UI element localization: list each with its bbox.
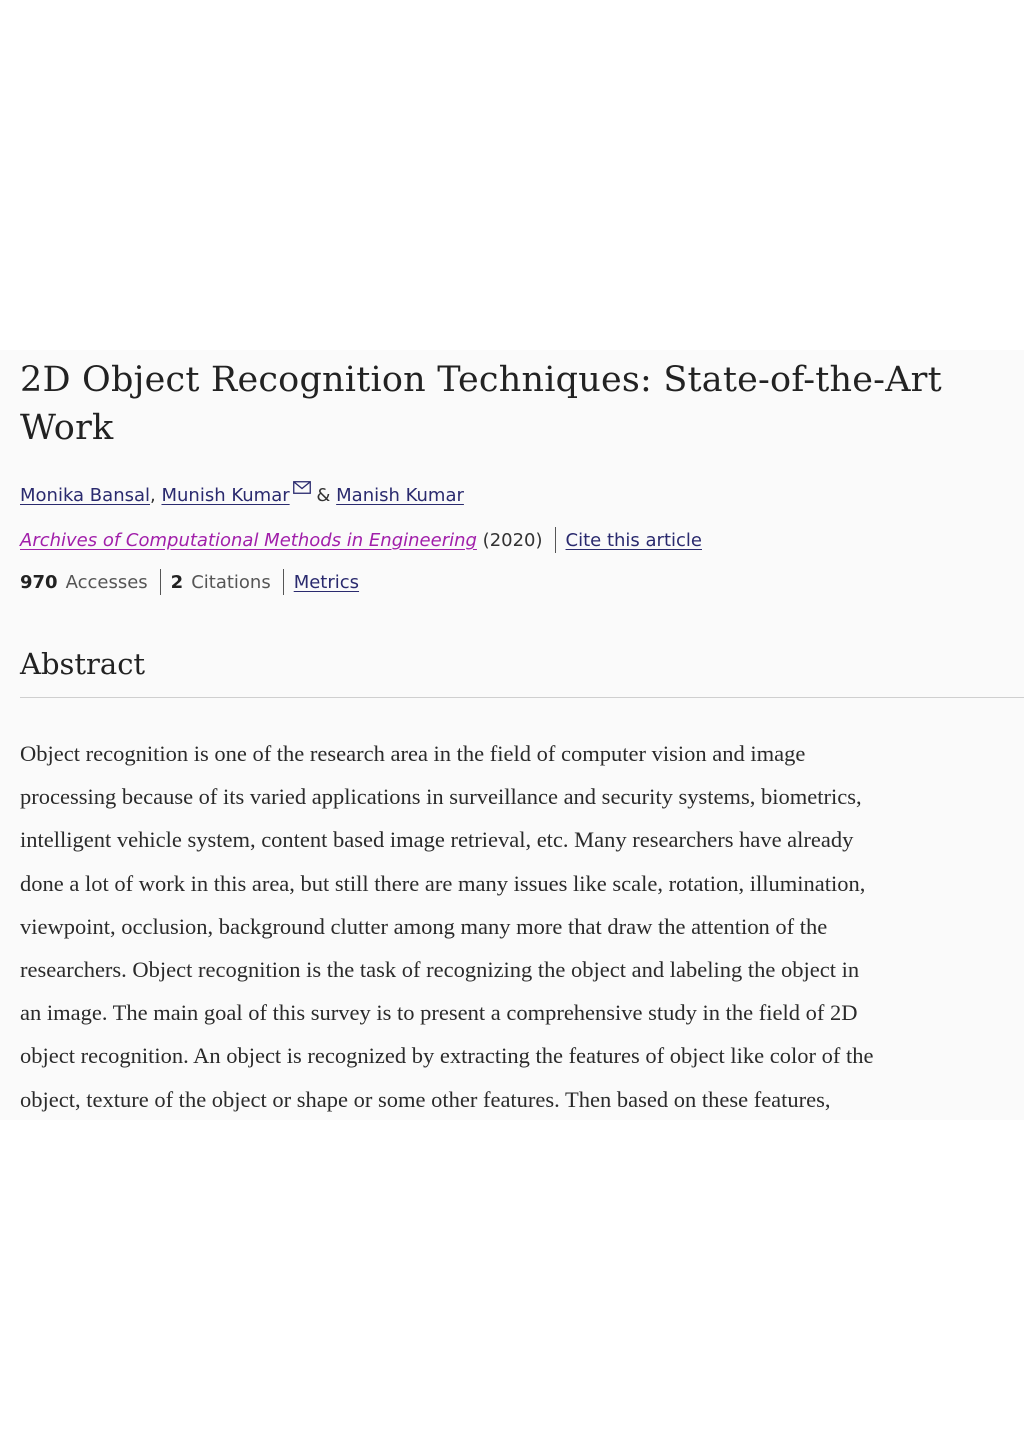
accesses-label: Accesses: [65, 572, 148, 593]
author-link-manish-kumar[interactable]: Manish Kumar: [336, 485, 464, 506]
abstract-line: viewpoint, occlusion, background clutter among many more that draw the attention of the: [20, 913, 828, 939]
abstract-line: researchers. Object recognition is the task of recognizing the object and labeling the object in: [20, 957, 860, 983]
abstract-line: processing because of its varied applications in surveillance and security systems, biometrics,: [20, 784, 862, 810]
citations-label: Citations: [191, 572, 271, 593]
publication-info: [20, 527, 702, 554]
journal-link[interactable]: Archives of Computational Methods in Engineering: [20, 530, 477, 551]
abstract-line: an image. The main goal of this survey is to present a comprehensive study in the field of 2D: [20, 1000, 858, 1026]
publication-year: (2020): [482, 530, 543, 551]
abstract-line: done a lot of work in this area, but still there are many issues like scale, rotation, illumination,: [20, 870, 866, 896]
section-divider: [20, 697, 1024, 698]
abstract-line: object recognition. An object is recognized by extracting the features of object like color of the: [20, 1043, 874, 1069]
cite-article-link[interactable]: Cite this article: [565, 530, 702, 551]
abstract-line: intelligent vehicle system, content based image retrieval, etc. Many researchers have already: [20, 827, 854, 853]
citations-count: 2: [170, 572, 184, 593]
separator: [160, 569, 161, 595]
article-title: 2D Object Recognition Techniques: State-of-the-Art Work: [20, 360, 942, 448]
abstract-line: object, texture of the object or shape or some other features. Then based on these features,: [20, 1086, 831, 1112]
separator: [555, 527, 556, 553]
metrics-link[interactable]: Metrics: [293, 572, 360, 593]
separator: [283, 569, 284, 595]
abstract-text: [20, 732, 1015, 1121]
author-list: [20, 476, 464, 509]
author-link-munish-kumar[interactable]: Munish Kumar: [161, 485, 290, 506]
abstract-line: Object recognition is one of the research area in the field of computer vision and image: [20, 741, 806, 766]
author-separator-ampersand: &: [316, 485, 331, 506]
abstract-heading: Abstract: [20, 647, 146, 681]
author-link-monika-bansal[interactable]: Monika Bansal: [20, 485, 151, 506]
mail-icon[interactable]: [293, 476, 311, 489]
article-metrics: [20, 569, 359, 596]
accesses-count: 970: [20, 572, 58, 593]
author-separator-comma: ,: [150, 485, 156, 506]
